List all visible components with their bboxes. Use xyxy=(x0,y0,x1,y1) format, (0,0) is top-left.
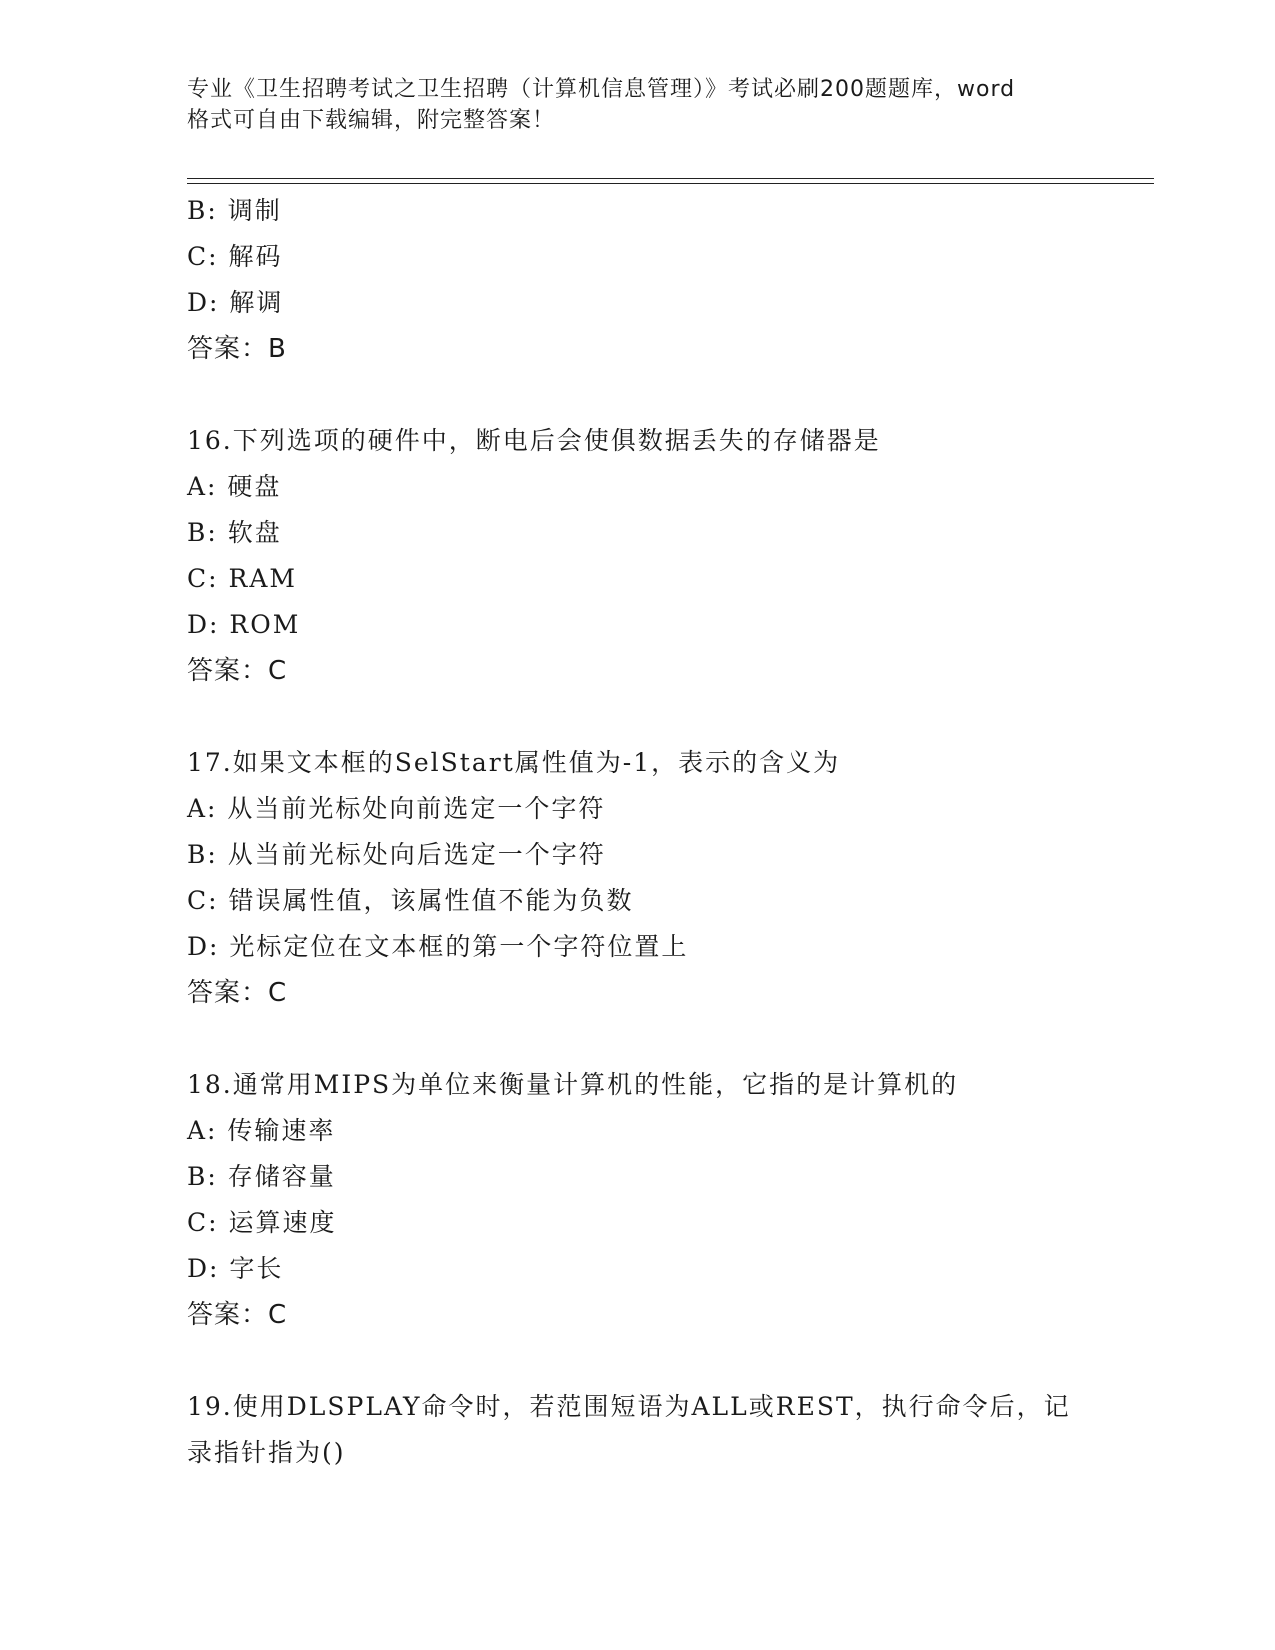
answer-line: 答案：C xyxy=(187,656,288,686)
option-a: A: 从当前光标处向前选定一个字符 xyxy=(187,794,606,823)
header-divider-top xyxy=(187,178,1154,179)
option-d: D: 解调 xyxy=(187,288,284,317)
question-text: 17.如果文本框的SelStart属性值为-1，表示的含义为 xyxy=(187,748,841,777)
document-header xyxy=(187,74,1087,136)
option-b: B: 存储容量 xyxy=(187,1162,336,1191)
answer-line: 答案：C xyxy=(187,1300,288,1330)
header-divider-bottom xyxy=(187,183,1154,184)
option-a: A: 传输速率 xyxy=(187,1116,336,1145)
option-d: D: 光标定位在文本框的第一个字符位置上 xyxy=(187,932,689,961)
question-text-line-2: 录指针指为() xyxy=(187,1438,346,1467)
option-b: B: 软盘 xyxy=(187,518,282,547)
header-line-2: 格式可自由下载编辑，附完整答案！ xyxy=(187,108,556,133)
answer-line: 答案：C xyxy=(187,978,288,1008)
option-b: B: 调制 xyxy=(187,196,282,225)
option-c: C: 错误属性值，该属性值不能为负数 xyxy=(187,886,634,915)
question-18 xyxy=(187,1062,1087,1338)
question-text: 18.通常用MIPS为单位来衡量计算机的性能，它指的是计算机的 xyxy=(187,1070,959,1099)
question-text: 16.下列选项的硬件中，断电后会使俱数据丢失的存储器是 xyxy=(187,426,881,455)
option-c: C: 解码 xyxy=(187,242,283,271)
question-15-tail xyxy=(187,188,1087,372)
question-19 xyxy=(187,1384,1087,1476)
option-d: D: ROM xyxy=(187,610,301,639)
option-c: C: 运算速度 xyxy=(187,1208,337,1237)
answer-line: 答案：B xyxy=(187,334,287,364)
question-17 xyxy=(187,740,1087,1016)
option-b: B: 从当前光标处向后选定一个字符 xyxy=(187,840,606,869)
header-line-1: 专业《卫生招聘考试之卫生招聘（计算机信息管理）》考试必刷200题题库，word xyxy=(187,77,1016,102)
option-d: D: 字长 xyxy=(187,1254,284,1283)
question-list xyxy=(187,188,1087,1476)
question-16 xyxy=(187,418,1087,694)
option-c: C: RAM xyxy=(187,564,297,593)
option-a: A: 硬盘 xyxy=(187,472,282,501)
question-text-line-1: 19.使用DLSPLAY命令时，若范围短语为ALL或REST，执行命令后，记 xyxy=(187,1392,1071,1421)
